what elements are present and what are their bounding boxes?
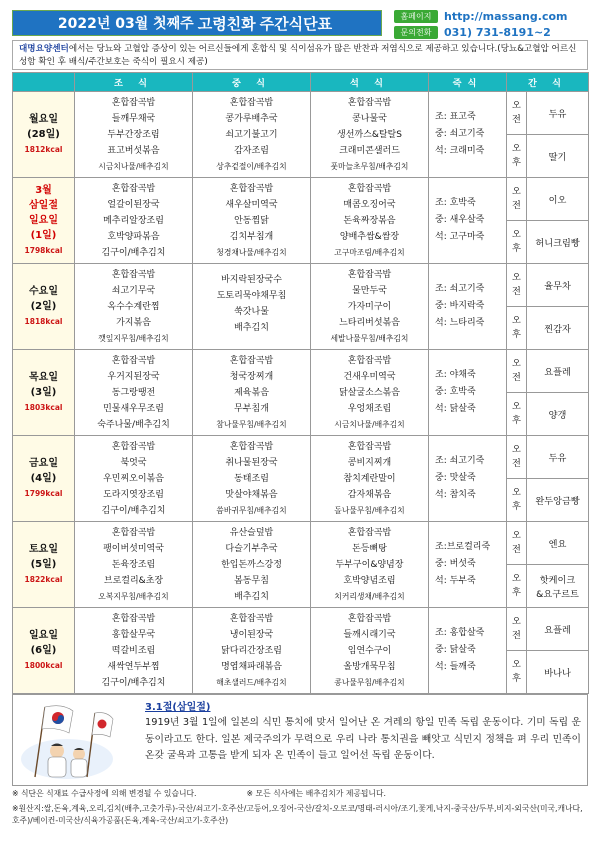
- snack-pm: 찐감자: [527, 307, 589, 350]
- snack-slot-am: [507, 92, 527, 135]
- day-cell: [13, 178, 75, 264]
- lunch-item: 청국장찌개: [229, 372, 274, 382]
- slot-pm-label: 오후: [512, 229, 521, 254]
- dinner-item: 혼합잡곡밥: [347, 270, 392, 280]
- dinner-item: 혼합잡곡밥: [347, 98, 392, 108]
- breakfast-item: 북엇국: [120, 458, 147, 468]
- lunch-item: 유산슬덮밥: [229, 528, 274, 538]
- snack-slot-pm: [507, 221, 527, 264]
- lunch-item: 참나물무침/배추김치: [216, 420, 287, 429]
- slot-am-label: 오전: [512, 358, 521, 383]
- porridge-item: 조:브로컬리죽: [435, 542, 491, 552]
- dinner-item: 가자미구이: [347, 302, 392, 312]
- porridge-cell: [429, 522, 507, 608]
- dinner-cell: [311, 178, 429, 264]
- porridge-item: 조: 쇠고기죽: [435, 456, 485, 466]
- lunch-item: 무부침개: [234, 404, 269, 414]
- col-lunch: 중 식: [193, 73, 311, 92]
- breakfast-item: 혼합잡곡밥: [111, 98, 156, 108]
- snack-pm: 핫케이크 &요구르트: [527, 565, 589, 608]
- porridge-item: 중: 닭살죽: [435, 645, 476, 655]
- lunch-item: 동태조림: [234, 474, 269, 484]
- porridge-item: 조: 표고죽: [435, 112, 476, 122]
- snack-am: 두유: [527, 92, 589, 135]
- breakfast-item: 혼합잡곡밥: [111, 270, 156, 280]
- breakfast-item: 동그랑땡전: [111, 388, 156, 398]
- lunch-item: 제육볶음: [234, 388, 269, 398]
- day-kcal: 1818kcal: [24, 317, 63, 326]
- dinner-item: 물만두국: [352, 286, 387, 296]
- dinner-cell: [311, 264, 429, 350]
- breakfast-item: 오복지무침/배추김치: [98, 592, 169, 601]
- history-title: 3.1절(삼일절): [145, 702, 211, 713]
- breakfast-item: 시금치나물/배추김치: [98, 162, 169, 171]
- dinner-item: 콩나물국: [352, 114, 387, 124]
- column-header-row: [13, 73, 589, 92]
- holiday-label: 삼일절: [29, 200, 58, 211]
- lunch-cell: [193, 350, 311, 436]
- dinner-item: 크래미콘샐러드: [339, 146, 400, 156]
- lunch-cell: [193, 264, 311, 350]
- history-text: 1919년 3월 1일에 일본의 식민 통치에 맞서 일어난 온 겨레의 항일 민족 독립 운동이다. 기미 독립 운동이라고도 한다. 일본 제국주의가 무력으로 우리 나라 통치권을 빼앗고 식민지 정책을 펴 우리 민족이 온갖 굴욕과 고통을 받게 되자 온 민족이 들고 일어선 독립 운동이다.: [145, 717, 581, 761]
- dinner-item: 혼합잡곡밥: [347, 184, 392, 194]
- breakfast-cell: [75, 350, 193, 436]
- breakfast-item: 들깨무채국: [111, 114, 156, 124]
- lunch-item: 다슬기부추국: [225, 544, 278, 554]
- lunch-item: 씀바귀무침/배추김치: [216, 506, 287, 515]
- snack-pm: 완두앙금빵: [527, 479, 589, 522]
- breakfast-item: 김구이/배추김치: [101, 506, 166, 516]
- breakfast-cell: [75, 608, 193, 694]
- porridge-cell: [429, 350, 507, 436]
- col-porridge: 죽식: [429, 73, 507, 92]
- kimchi-note: ※ 모든 식사에는 배추김치가 제공됩니다.: [246, 789, 386, 798]
- breakfast-cell: [75, 436, 193, 522]
- day-name: 목요일: [29, 372, 58, 383]
- snack-pm: 양갱: [527, 393, 589, 436]
- snack-slot-pm: [507, 565, 527, 608]
- day-name: 토요일: [29, 544, 58, 555]
- breakfast-item: 호박양파볶음: [107, 232, 160, 242]
- dinner-item: 양배추쌈&쌈장: [339, 232, 400, 242]
- dinner-item: 돌나물무침/배추김치: [334, 506, 405, 515]
- dinner-item: 혼합잡곡밥: [347, 442, 392, 452]
- dinner-item: 혼합잡곡밥: [347, 614, 392, 624]
- snack-am: 요플레: [527, 608, 589, 651]
- snack-pm: 허니크림빵: [527, 221, 589, 264]
- breakfast-item: 새싹연두부찜: [107, 662, 160, 672]
- dinner-cell: [311, 92, 429, 178]
- slot-am-label: 오전: [512, 186, 521, 211]
- snack-slot-pm: [507, 393, 527, 436]
- breakfast-item: 혼합잡곡밥: [111, 614, 156, 624]
- snack-slot-am: [507, 264, 527, 307]
- independence-flag-illustration: [17, 699, 115, 781]
- porridge-item: 중: 바지락죽: [435, 301, 485, 311]
- slot-pm-label: 오후: [512, 315, 521, 340]
- snack-slot-pm: [507, 479, 527, 522]
- lunch-item: 명엽채파래볶음: [221, 662, 282, 672]
- porridge-item: 중: 버섯죽: [435, 559, 476, 569]
- porridge-item: 중: 쇠고기죽: [435, 129, 485, 139]
- center-name: 대명요양센터: [19, 44, 69, 54]
- col-snack: 간 식: [507, 73, 589, 92]
- day-kcal: 1812kcal: [24, 145, 63, 154]
- porridge-item: 조: 야채죽: [435, 370, 476, 380]
- snack-pm: 딸기: [527, 135, 589, 178]
- phone-number: 031) 731-8191~2: [444, 25, 551, 39]
- porridge-cell: [429, 264, 507, 350]
- lunch-item: 봄동무침: [234, 576, 269, 586]
- lunch-item: 혼합잡곡밥: [229, 356, 274, 366]
- dinner-item: 콩비지찌개: [347, 458, 392, 468]
- breakfast-item: 혼합잡곡밥: [111, 442, 156, 452]
- dinner-item: 고구마조림/배추김치: [334, 248, 405, 257]
- day-kcal: 1798kcal: [24, 246, 63, 255]
- snack-slot-am: [507, 350, 527, 393]
- dinner-cell: [311, 436, 429, 522]
- slot-pm-label: 오후: [512, 401, 521, 426]
- day-cell: [13, 608, 75, 694]
- lunch-item: 혼합잡곡밥: [229, 184, 274, 194]
- title-bar: [12, 10, 382, 36]
- lunch-item: 해초샐러드/배추김치: [216, 678, 287, 687]
- day-cell: [13, 522, 75, 608]
- slot-pm-label: 오후: [512, 143, 521, 168]
- day-name: 수요일: [29, 286, 58, 297]
- snack-slot-am: [507, 522, 527, 565]
- breakfast-cell: [75, 92, 193, 178]
- lunch-item: 감자조림: [234, 146, 269, 156]
- breakfast-cell: [75, 264, 193, 350]
- breakfast-item: 얼갈이된장국: [107, 200, 160, 210]
- dinner-item: 돈등뼈탕: [352, 544, 387, 554]
- day-cell: [13, 92, 75, 178]
- homepage-tag: 홈페이지: [394, 10, 438, 23]
- lunch-cell: [193, 522, 311, 608]
- breakfast-item: 표고버섯볶음: [107, 146, 160, 156]
- day-row: [13, 350, 589, 393]
- dinner-cell: [311, 350, 429, 436]
- breakfast-item: 김구이/배추김치: [101, 248, 166, 258]
- snack-am: 요플레: [527, 350, 589, 393]
- snack-am: 이오: [527, 178, 589, 221]
- porridge-item: 중: 새우살죽: [435, 215, 485, 225]
- day-date: (6일): [30, 645, 57, 656]
- porridge-item: 석: 느타리죽: [435, 318, 485, 328]
- breakfast-item: 옥수수계란찜: [107, 302, 160, 312]
- snack-slot-pm: [507, 651, 527, 694]
- lunch-item: 쑥갓나물: [234, 307, 269, 317]
- day-cell: [13, 350, 75, 436]
- day-kcal: 1799kcal: [24, 489, 63, 498]
- breakfast-item: 도라지엿장조림: [103, 490, 164, 500]
- homepage-link[interactable]: http://massang.com: [444, 9, 568, 23]
- lunch-item: 쇠고기불고기: [225, 130, 278, 140]
- lunch-cell: [193, 436, 311, 522]
- day-row: [13, 436, 589, 479]
- lunch-item: 닭다리간장조림: [221, 646, 282, 656]
- day-kcal: 1822kcal: [24, 575, 63, 584]
- porridge-item: 석: 두부죽: [435, 576, 476, 586]
- breakfast-item: 팽이버섯미역국: [103, 544, 164, 554]
- breakfast-item: 혼합잡곡밥: [111, 528, 156, 538]
- slot-am-label: 오전: [512, 100, 521, 125]
- day-date: (3일): [30, 387, 57, 398]
- dinner-item: 세발나물무침/배추김치: [330, 334, 409, 343]
- day-date: (1일): [30, 230, 57, 241]
- dinner-item: 건새우미역국: [343, 372, 396, 382]
- brand-name: 고령친화: [197, 14, 256, 33]
- dinner-item: 감자채볶음: [347, 490, 392, 500]
- breakfast-item: 쇠고기무국: [111, 286, 156, 296]
- day-name: 금요일: [29, 458, 58, 469]
- day-cell: [13, 436, 75, 522]
- breakfast-item: 홍합살무국: [111, 630, 156, 640]
- lunch-item: 취나물된장국: [225, 458, 278, 468]
- dinner-item: 콩나물무침/배추김치: [334, 678, 405, 687]
- porridge-item: 석: 들깨죽: [435, 662, 476, 672]
- contact-info: [394, 9, 590, 39]
- day-row: [13, 264, 589, 307]
- breakfast-item: 메추리알장조림: [103, 216, 164, 226]
- day-row: [13, 522, 589, 565]
- slot-am-label: 오전: [512, 530, 521, 555]
- dinner-item: 돈육짜장볶음: [343, 216, 396, 226]
- porridge-item: 중: 맛살죽: [435, 473, 476, 483]
- dinner-item: 참치계란말이: [343, 474, 396, 484]
- lunch-cell: [193, 608, 311, 694]
- year-week: 2022년 03월 첫째주: [57, 16, 194, 32]
- col-breakfast: 조 식: [75, 73, 193, 92]
- porridge-item: 석: 닭살죽: [435, 404, 476, 414]
- snack-slot-pm: [507, 135, 527, 178]
- dinner-item: 들깨시래기국: [343, 630, 396, 640]
- porridge-cell: [429, 608, 507, 694]
- porridge-item: 조: 홍합살죽: [435, 628, 485, 638]
- dinner-item: 임연수구이: [347, 646, 392, 656]
- breakfast-item: 우민찌오이볶음: [103, 474, 164, 484]
- lunch-item: 혼합잡곡밥: [229, 614, 274, 624]
- snack-am: 두유: [527, 436, 589, 479]
- dinner-item: 두부구이&양념장: [335, 560, 404, 570]
- porridge-item: 석: 고구마죽: [435, 232, 485, 242]
- dinner-item: 혼합잡곡밥: [347, 528, 392, 538]
- porridge-item: 조: 쇠고기죽: [435, 284, 485, 294]
- lunch-item: 상추겉절이/배추김치: [216, 162, 287, 171]
- porridge-cell: [429, 92, 507, 178]
- col-day: [13, 73, 75, 92]
- lunch-item: 맛살야채볶음: [225, 490, 278, 500]
- slot-am-label: 오전: [512, 444, 521, 469]
- day-row: [13, 92, 589, 135]
- history-section: [12, 694, 588, 786]
- notice-box: [12, 40, 588, 70]
- lunch-cell: [193, 178, 311, 264]
- day-date: (28일): [27, 129, 60, 140]
- porridge-item: 석: 크래미죽: [435, 146, 485, 156]
- day-row: [13, 608, 589, 651]
- breakfast-item: 숙주나물/배추김치: [97, 420, 170, 430]
- lunch-item: 혼합잡곡밥: [229, 98, 274, 108]
- day-name: 일요일: [29, 215, 58, 226]
- breakfast-item: 돈육장조림: [111, 560, 156, 570]
- lunch-item: 김치부침개: [229, 232, 274, 242]
- snack-slot-am: [507, 608, 527, 651]
- porridge-item: 석: 참치죽: [435, 490, 476, 500]
- col-dinner: 석 식: [311, 73, 429, 92]
- lunch-item: 배추김치: [234, 323, 269, 333]
- snack-slot-pm: [507, 307, 527, 350]
- day-row: [13, 178, 589, 221]
- snack-slot-am: [507, 436, 527, 479]
- slot-am-label: 오전: [512, 272, 521, 297]
- lunch-item: 혼합잡곡밥: [229, 442, 274, 452]
- day-date: (2일): [30, 301, 57, 312]
- lunch-item: 콩가루배추국: [225, 114, 278, 124]
- lunch-item: 냉이된장국: [229, 630, 274, 640]
- breakfast-item: 깻잎지무침/배추김치: [98, 334, 169, 343]
- breakfast-item: 김구이/배추김치: [101, 678, 166, 688]
- day-name: 월요일: [29, 114, 58, 125]
- dinner-item: 풋마늘초무침/배추김치: [330, 162, 409, 171]
- breakfast-cell: [75, 522, 193, 608]
- lunch-item: 한입돈까스강정: [221, 560, 282, 570]
- breakfast-cell: [75, 178, 193, 264]
- dinner-item: 느타리버섯볶음: [339, 318, 400, 328]
- breakfast-item: 혼합잡곡밥: [111, 184, 156, 194]
- dinner-item: 혼합잡곡밥: [347, 356, 392, 366]
- dinner-cell: [311, 522, 429, 608]
- dinner-item: 시금치나물/배추김치: [334, 420, 405, 429]
- breakfast-item: 두부간장조림: [107, 130, 160, 140]
- lunch-cell: [193, 92, 311, 178]
- slot-pm-label: 오후: [512, 487, 521, 512]
- slot-pm-label: 오후: [512, 573, 521, 598]
- dinner-item: 닭살굴소스볶음: [339, 388, 400, 398]
- day-name: 일요일: [29, 630, 58, 641]
- breakfast-item: 우거지된장국: [107, 372, 160, 382]
- snack-pm: 바나나: [527, 651, 589, 694]
- holiday-label: 3월: [35, 185, 52, 196]
- weekly-menu-table: [12, 72, 589, 694]
- document-title: 주간식단표: [259, 14, 333, 33]
- notice-text: 에서는 당뇨와 고혈압 증상이 있는 어르신들에게 혼합식 및 식이섬유가 많은 반찬과 저염식으로 제공하고 있습니다.(당뇨&고혈압 어르신 성함 확인 후 배식/주간보호는 죽식이 필요시 제공): [19, 44, 577, 67]
- dinner-item: 생선까스&탈탈S: [337, 130, 402, 140]
- lunch-item: 도토리묵야채무침: [216, 291, 287, 301]
- header: [12, 6, 588, 40]
- snack-slot-am: [507, 178, 527, 221]
- origin-note: ※원산지:쌀,돈육,계육,오리,김치(배추,고춧가루)-국산/쇠고기-호주산/고등어,오징어-국산/갈치-오로코/명태-러시아/조기,꽃게,낙지-중국산/두부,비지-외국산(미국,캐나다,호주)/베이컨-미국산/식육가공품(돈육,계육-국산/쇠고기-호주산): [12, 804, 583, 825]
- dinner-item: 호박양념조림: [343, 576, 396, 586]
- day-kcal: 1803kcal: [24, 403, 63, 412]
- dinner-item: 올방개묵무침: [343, 662, 396, 672]
- dinner-item: 우엉채조림: [347, 404, 392, 414]
- porridge-item: 중: 호박죽: [435, 387, 476, 397]
- lunch-item: 바지락된장국수: [221, 275, 282, 285]
- day-cell: [13, 264, 75, 350]
- phone-tag: 문의전화: [394, 26, 438, 39]
- porridge-item: 조: 호박죽: [435, 198, 476, 208]
- lunch-item: 새우살미역국: [225, 200, 278, 210]
- snack-am: 엔요: [527, 522, 589, 565]
- day-date: (5일): [30, 559, 57, 570]
- porridge-cell: [429, 436, 507, 522]
- lunch-item: 청경채나물/배추김치: [216, 248, 287, 257]
- footer-notes: [12, 788, 588, 802]
- slot-am-label: 오전: [512, 616, 521, 641]
- breakfast-item: 브로컬리&초장: [103, 576, 164, 586]
- day-kcal: 1800kcal: [24, 661, 63, 670]
- breakfast-item: 민물새우무조림: [103, 404, 164, 414]
- porridge-cell: [429, 178, 507, 264]
- snack-am: 율무차: [527, 264, 589, 307]
- dinner-item: 매콤오징어국: [343, 200, 396, 210]
- dinner-item: 치커리생채/배추김치: [334, 592, 405, 601]
- lunch-item: 배추김치: [234, 592, 269, 602]
- day-date: (4일): [30, 473, 57, 484]
- slot-pm-label: 오후: [512, 659, 521, 684]
- dinner-cell: [311, 608, 429, 694]
- lunch-item: 안동찜닭: [234, 216, 269, 226]
- breakfast-item: 떡갈비조림: [111, 646, 156, 656]
- breakfast-item: 가지볶음: [116, 318, 151, 328]
- change-note: ※ 식단은 식재료 수급사정에 의해 변경될 수 있습니다.: [12, 789, 197, 798]
- breakfast-item: 혼합잡곡밥: [111, 356, 156, 366]
